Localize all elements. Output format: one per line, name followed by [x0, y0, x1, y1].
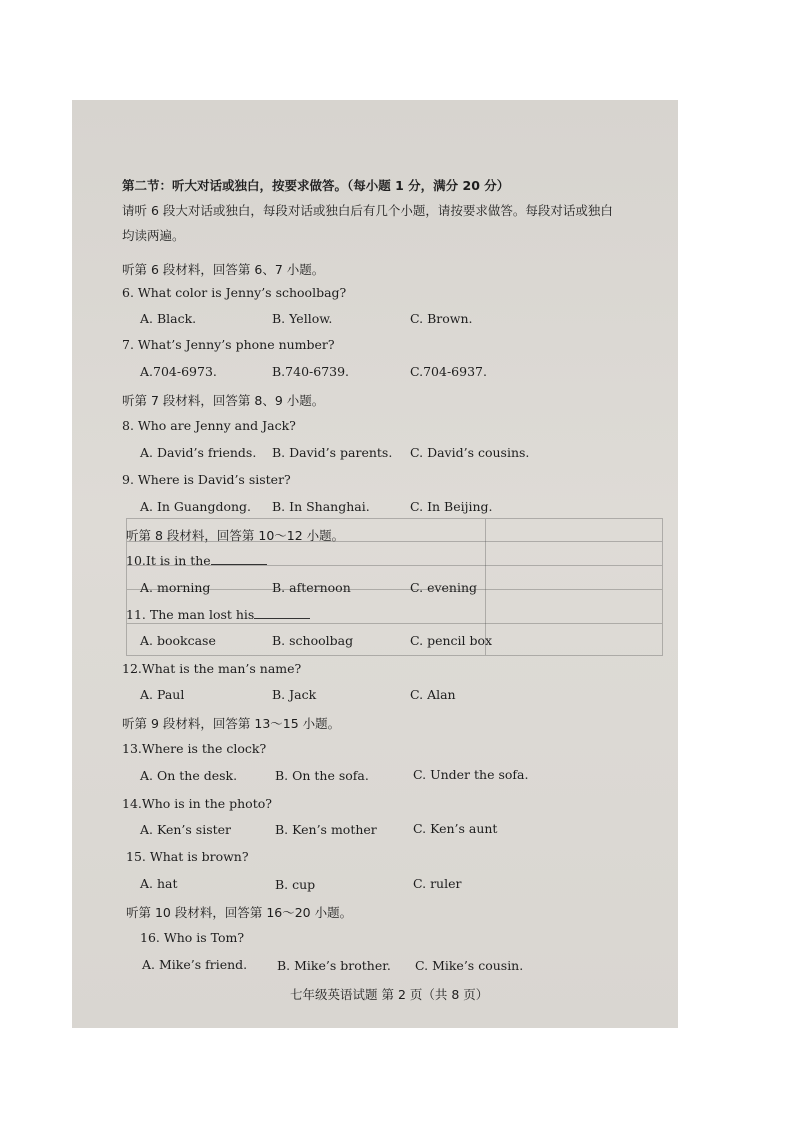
- page-footer: 七年级英语试题 第 2 页（共 8 页）: [290, 987, 489, 1002]
- group-label: 听第 6 段材料，回答第 6、7 小题。: [122, 262, 325, 277]
- option-a[interactable]: A. morning: [140, 580, 211, 595]
- option-b[interactable]: B. cup: [275, 877, 316, 892]
- option-b[interactable]: B. Mike’s brother.: [277, 958, 391, 973]
- option-c[interactable]: C. ruler: [413, 876, 462, 891]
- option-a[interactable]: A. In Guangdong.: [140, 499, 252, 514]
- option-c[interactable]: C. In Beijing.: [410, 499, 493, 514]
- option-c[interactable]: C. Ken’s aunt: [413, 821, 498, 836]
- question-stem: 13.Where is the clock?: [122, 741, 267, 756]
- answer-blank[interactable]: [254, 608, 310, 619]
- option-c[interactable]: C. pencil box: [410, 633, 493, 648]
- option-a[interactable]: A. bookcase: [140, 633, 216, 648]
- section-instruction: 均读两遍。: [122, 228, 185, 243]
- option-a[interactable]: A. David’s friends.: [140, 445, 257, 460]
- answer-blank[interactable]: [211, 554, 267, 565]
- question-stem: 7. What’s Jenny’s phone number?: [122, 337, 335, 352]
- option-c[interactable]: C. Under the sofa.: [413, 767, 529, 782]
- option-c[interactable]: C. Brown.: [410, 311, 473, 326]
- option-b[interactable]: B. David’s parents.: [272, 445, 393, 460]
- option-b[interactable]: B. Jack: [272, 687, 317, 702]
- section-title: 第二节：听大对话或独白，按要求做答。（每小题 1 分，满分 20 分）: [122, 178, 510, 193]
- question-stem: 9. Where is David’s sister?: [122, 472, 291, 487]
- question-stem: 8. Who are Jenny and Jack?: [122, 418, 296, 433]
- question-stem: 14.Who is in the photo?: [122, 796, 272, 811]
- option-b[interactable]: B. afternoon: [272, 580, 351, 595]
- option-a[interactable]: A. Black.: [140, 311, 197, 326]
- question-text: 11. The man lost his: [126, 607, 255, 622]
- question-stem: [126, 553, 267, 568]
- option-a[interactable]: A. Paul: [140, 687, 185, 702]
- option-c[interactable]: C. evening: [410, 580, 478, 595]
- question-stem: 16. Who is Tom?: [140, 930, 245, 945]
- option-c[interactable]: C. Mike’s cousin.: [415, 958, 524, 973]
- question-stem: 15. What is brown?: [126, 849, 249, 864]
- group-label: 听第 9 段材料，回答第 13～15 小题。: [122, 716, 341, 731]
- question-stem: [126, 607, 310, 622]
- option-a[interactable]: A. Mike’s friend.: [142, 957, 248, 972]
- group-label: 听第 8 段材料，回答第 10～12 小题。: [126, 528, 345, 543]
- option-b[interactable]: B. In Shanghai.: [272, 499, 370, 514]
- option-a[interactable]: A. On the desk.: [140, 768, 238, 783]
- question-stem: 12.What is the man’s name?: [122, 661, 302, 676]
- question-text: 10.It is in the: [126, 553, 211, 568]
- group-label: 听第 10 段材料，回答第 16～20 小题。: [126, 905, 353, 920]
- option-a[interactable]: A.704-6973.: [140, 364, 217, 379]
- option-c[interactable]: C.704-6937.: [410, 364, 487, 379]
- option-b[interactable]: B.740-6739.: [272, 364, 350, 379]
- group-label: 听第 7 段材料，回答第 8、9 小题。: [122, 393, 325, 408]
- option-c[interactable]: C. Alan: [410, 687, 456, 702]
- option-b[interactable]: B. schoolbag: [272, 633, 354, 648]
- option-a[interactable]: A. Ken’s sister: [140, 822, 232, 837]
- option-b[interactable]: B. Yellow.: [272, 311, 333, 326]
- option-a[interactable]: A. hat: [140, 876, 178, 891]
- option-b[interactable]: B. Ken’s mother: [275, 822, 377, 837]
- section-instruction: 请听 6 段大对话或独白，每段对话或独白后有几个小题，请按要求做答。每段对话或独白: [122, 203, 613, 218]
- question-stem: 6. What color is Jenny’s schoolbag?: [122, 285, 347, 300]
- option-b[interactable]: B. On the sofa.: [275, 768, 369, 783]
- option-c[interactable]: C. David’s cousins.: [410, 445, 530, 460]
